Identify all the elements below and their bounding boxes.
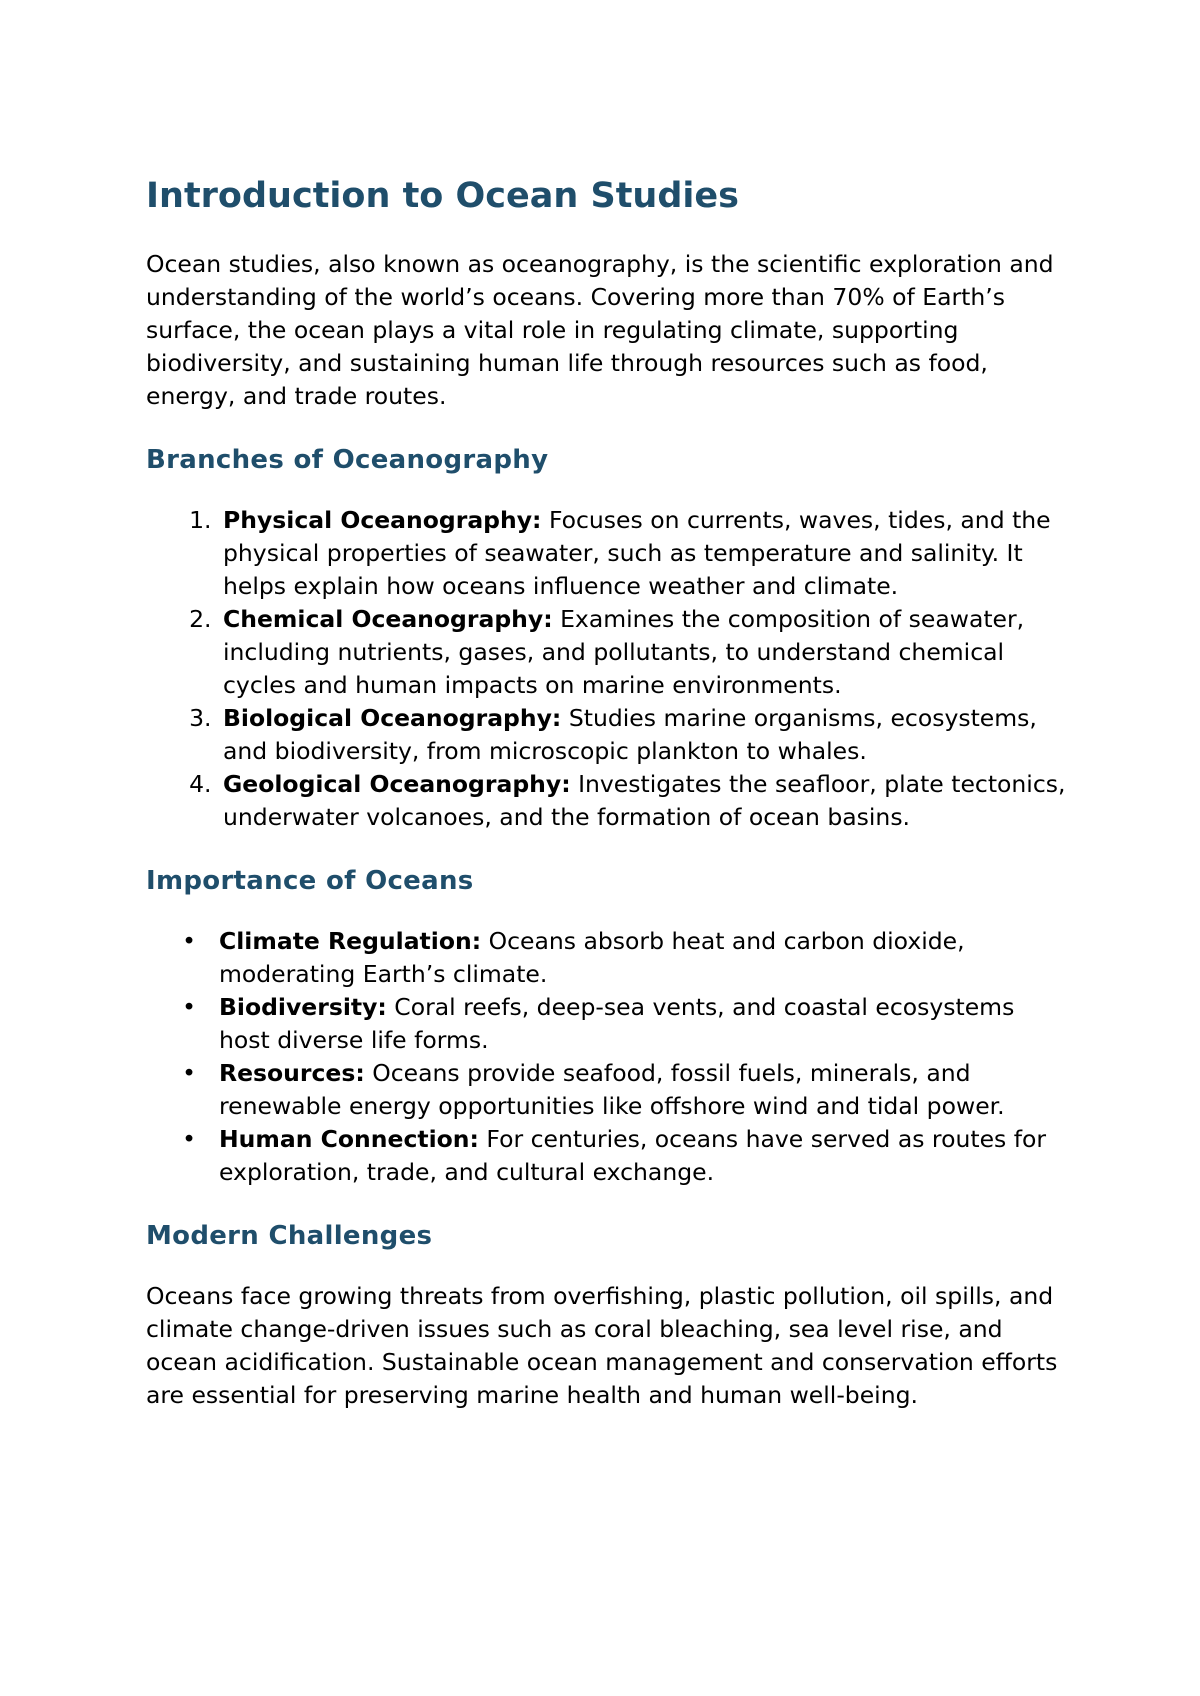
list-item <box>219 702 1066 768</box>
list-item-text: Focuses on currents, waves, tides, and the physical properties of seawater, such as temperature and salinity. It helps explain how oceans influence weather and climate. <box>223 506 1051 600</box>
challenges-heading: Modern Challenges <box>146 1221 433 1251</box>
list-item-term: Biodiversity: <box>219 993 387 1021</box>
list-item-term: Biological Oceanography: <box>223 704 562 732</box>
list-item <box>219 504 1066 603</box>
bullet-icon: • <box>182 927 196 955</box>
list-item-term: Physical Oceanography: <box>223 506 542 534</box>
list-item-text: Coral reefs, deep-sea vents, and coastal ecosystems host diverse life forms. <box>219 993 1015 1054</box>
intro-paragraph: Ocean studies, also known as oceanography, is the scientific exploration and understanding of the world’s oceans. Covering more than 70% of Earth’s surface, the ocean plays a vital role in regulating climate, supporting biodiversity, and sustaining human life through resources such as food, energy, and trade routes. <box>146 250 1054 410</box>
list-item <box>182 991 1066 1057</box>
list-item-term: Resources: <box>219 1059 365 1087</box>
importance-list <box>146 925 1066 1189</box>
list-item-text: For centuries, oceans have served as routes for exploration, trade, and cultural exchange. <box>219 1125 1047 1186</box>
list-item <box>182 1057 1066 1123</box>
branches-heading: Branches of Oceanography <box>146 445 549 475</box>
branches-list <box>146 504 1066 834</box>
list-item <box>182 1123 1066 1189</box>
list-item-text: Oceans provide seafood, fossil fuels, minerals, and renewable energy opportunities like offshore wind and tidal power. <box>219 1059 1005 1120</box>
list-item-term: Chemical Oceanography: <box>223 605 553 633</box>
page-title: Introduction to Ocean Studies <box>146 176 739 216</box>
challenges-paragraph: Oceans face growing threats from overfishing, plastic pollution, oil spills, and climate change-driven issues such as coral bleaching, sea level rise, and ocean acidification. Sustainable ocean management and conservation efforts are essential for preserving marine health and human well-being. <box>146 1282 1058 1409</box>
list-item-text: Investigates the seafloor, plate tectonics, underwater volcanoes, and the formation of ocean basins. <box>223 770 1066 831</box>
list-item-term: Climate Regulation: <box>219 927 482 955</box>
document-page <box>146 170 1066 1412</box>
importance-heading: Importance of Oceans <box>146 866 474 896</box>
bullet-icon: • <box>182 1059 196 1087</box>
bullet-icon: • <box>182 993 196 1021</box>
list-item <box>219 768 1066 834</box>
list-item <box>219 603 1066 702</box>
list-item <box>182 925 1066 991</box>
list-item-text: Studies marine organisms, ecosystems, and biodiversity, from microscopic plankton to whales. <box>223 704 1037 765</box>
bullet-icon: • <box>182 1125 196 1153</box>
list-item-text: Examines the composition of seawater, including nutrients, gases, and pollutants, to understand chemical cycles and human impacts on marine environments. <box>223 605 1025 699</box>
list-item-text: Oceans absorb heat and carbon dioxide, moderating Earth’s climate. <box>219 927 965 988</box>
list-item-term: Human Connection: <box>219 1125 479 1153</box>
list-item-term: Geological Oceanography: <box>223 770 571 798</box>
